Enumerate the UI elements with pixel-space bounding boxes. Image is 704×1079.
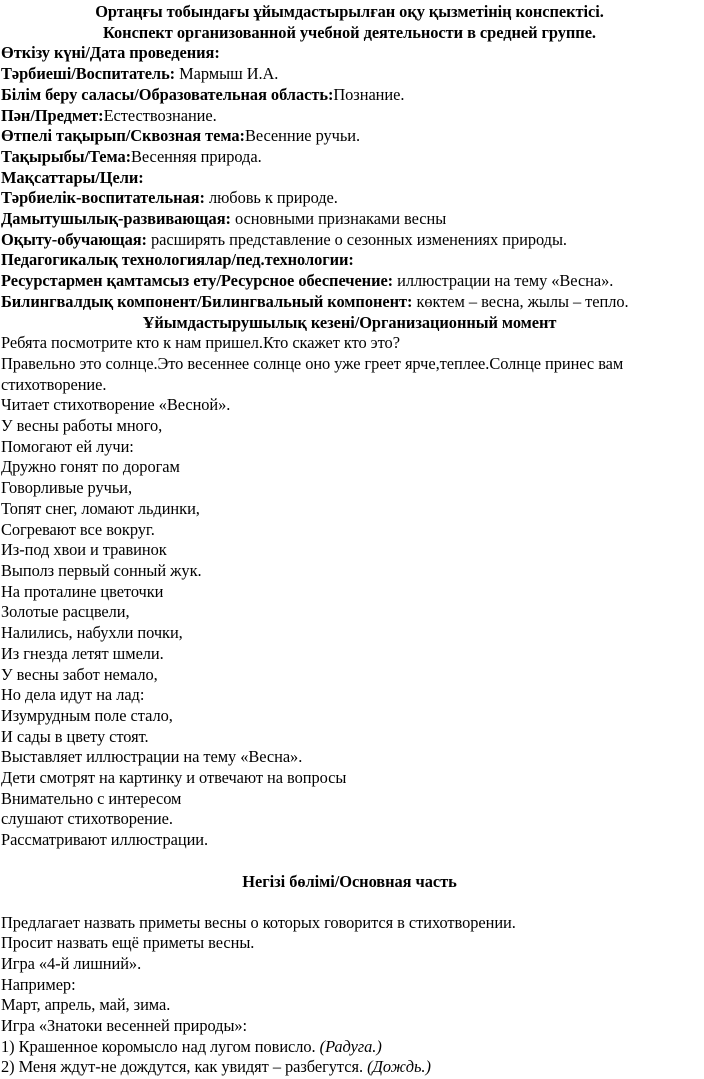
text-line: Просит назвать ещё приметы весны. [1, 933, 255, 953]
poem-line: Говорливые ручьи, [1, 478, 133, 498]
meta-goals [1, 168, 698, 189]
riddle-answer: (Дождь.) [367, 1057, 431, 1077]
meta-label: Өткізу күні/Дата проведения: [1, 43, 220, 63]
meta-goal-teaching [1, 230, 698, 251]
meta-label: Ресурстармен қамтамсыз ету/Ресурсное обеспечение: [1, 271, 394, 291]
text-line: Правельно это солнце.Это весеннее солнце оно уже греет ярче,теплее.Солнце принес вам [1, 353, 624, 373]
text-line: Выставляет иллюстрации на тему «Весна». [1, 747, 303, 767]
poem-line: Из гнезда летят шмели. [1, 643, 164, 663]
riddle-text: 1) Крашенное коромысло над лугом повисло. [1, 1036, 320, 1056]
text-line: Ребята посмотрите кто к нам пришел.Кто скажет кто это? [1, 333, 400, 353]
meta-label: Пән/Предмет: [1, 105, 104, 125]
meta-label: Тәрбиелік-воспитательная: [1, 188, 205, 208]
poem-line: Золотые расцвели, [1, 602, 130, 622]
meta-area [1, 85, 698, 106]
text-line: Внимательно с интересом [1, 788, 182, 808]
meta-value: Познание. [333, 84, 405, 104]
meta-goal-educational [1, 188, 698, 209]
meta-label: Оқыту-обучающая: [1, 229, 147, 249]
meta-label: Билингвалдық компонент/Билингвальный компонент: [1, 291, 413, 311]
text-line: Рассматривают иллюстрации. [1, 830, 209, 850]
meta-label: Дамытушылық-развивающая: [1, 209, 231, 229]
text-line: Например: [1, 974, 76, 994]
poem-line: Топят снег, ломают льдинки, [1, 498, 200, 518]
org-section-heading: Ұйымдастырушылық кезені/Организационный момент [142, 312, 557, 332]
meta-date [1, 43, 698, 64]
text-line: Читает стихотворение «Весной». [1, 395, 231, 415]
poem-line: Изумрудным поле стало, [1, 705, 173, 725]
poem-line: Выполз первый сонный жук. [1, 560, 202, 580]
riddle-text: 2) Меня ждут-не дождутся, как увидят – разбегутся. [1, 1057, 368, 1077]
text-line: Предлагает назвать приметы весны о которых говорится в стихотворении. [1, 912, 516, 932]
meta-teacher [1, 64, 698, 85]
document-title-kz: Ортаңғы тобындағы ұйымдастырылған оқу қызметінің конспектісі. [95, 2, 604, 21]
poem-line: У весны забот немало, [1, 664, 158, 684]
main-section-body [1, 913, 698, 1079]
meta-value: Весенняя природа. [131, 146, 262, 166]
riddle-answer: (Радуга.) [319, 1036, 382, 1056]
document-title-ru: Конспект организованной учебной деятельности в средней группе. [103, 22, 596, 42]
meta-label: Тақырыбы/Тема: [1, 146, 132, 166]
meta-value: Мармыш И.А. [175, 64, 279, 84]
spacer [1, 851, 698, 872]
poem-line: Налились, набухли почки, [1, 623, 183, 643]
meta-value: любовь к природе. [204, 188, 338, 208]
meta-block [1, 43, 698, 312]
poem-line: На проталине цветочки [1, 581, 164, 601]
meta-value: Весенние ручьи. [244, 126, 361, 146]
meta-bilingual [1, 292, 698, 313]
text-line: Игра «4-й лишний». [1, 953, 142, 973]
meta-topic [1, 147, 698, 168]
main-section-heading: Негізі бөлімі/Основная часть [242, 871, 457, 891]
meta-label: Білім беру саласы/Образовательная область: [1, 84, 334, 104]
meta-value: Естествознание. [103, 105, 217, 125]
text-line: Игра «Знатоки весенней природы»: [1, 1016, 248, 1036]
meta-technologies [1, 250, 698, 271]
meta-theme [1, 126, 698, 147]
meta-label: Тәрбиеші/Воспитатель: [1, 64, 176, 84]
meta-value: расширять представление о сезонных изменениях природы. [146, 229, 567, 249]
text-line: Март, апрель, май, зима. [1, 995, 171, 1015]
poem-line: Согревают все вокруг. [1, 519, 155, 539]
meta-value: основными признаками весны [230, 209, 447, 229]
riddle-item [1, 1057, 698, 1078]
text-line: Дети смотрят на картинку и отвечают на вопросы [1, 768, 347, 788]
text-line: стихотворение. [1, 374, 107, 394]
meta-label: Педагогикалық технологиялар/пед.технологии: [1, 250, 354, 270]
poem-line: И сады в цвету стоят. [1, 726, 149, 746]
riddle-item [1, 1037, 698, 1058]
spacer [1, 893, 698, 913]
meta-resources [1, 271, 698, 292]
meta-value: көктем – весна, жылы – тепло. [412, 291, 629, 311]
poem-line: У весны работы много, [1, 416, 163, 436]
poem-line: Но дела идут на лад: [1, 685, 145, 705]
poem-line: Из-под хвои и травинок [1, 540, 167, 560]
meta-label: Өтпелі тақырып/Сквозная тема: [1, 126, 245, 146]
meta-label: Мақсаттары/Цели: [1, 167, 144, 187]
org-section-body [1, 333, 698, 851]
meta-goal-developing [1, 209, 698, 230]
meta-subject [1, 106, 698, 127]
text-line: слушают стихотворение. [1, 809, 173, 829]
poem-line: Помогают ей лучи: [1, 436, 134, 456]
meta-value: иллюстрации на тему «Весна». [393, 271, 614, 291]
poem-line: Дружно гонят по дорогам [1, 457, 180, 477]
